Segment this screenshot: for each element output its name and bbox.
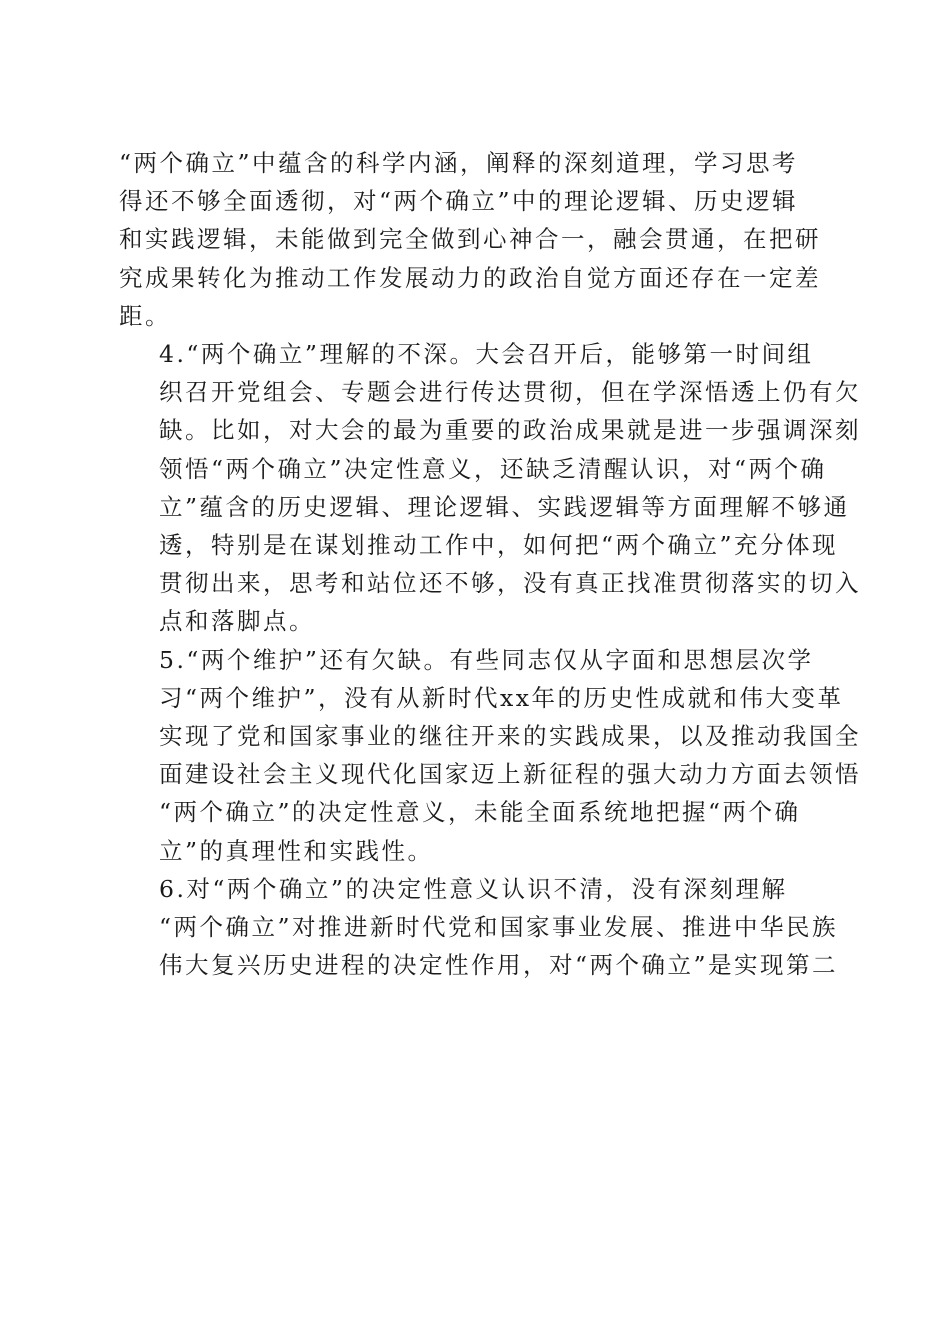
text-line: 立”的真理性和实践性。 bbox=[159, 836, 434, 865]
text-line: 织召开党组会、专题会进行传达贯彻，但在学深悟透上仍有欠 bbox=[159, 378, 861, 407]
document-body bbox=[119, 144, 861, 984]
paragraph-continuation bbox=[119, 144, 825, 335]
text-line: 6.对“两个确立”的决定性意义认识不清，没有深刻理解 bbox=[159, 874, 788, 903]
text-line: “两个确立”中蕴含的科学内涵，阐释的深刻道理，学习思考 bbox=[119, 149, 799, 177]
text-line: 5.“两个维护”还有欠缺。有些同志仅从字面和思想层次学 bbox=[159, 645, 814, 674]
text-line: 习“两个维护”，没有从新时代xx年的历史性成就和伟大变革 bbox=[159, 683, 844, 712]
text-line: 领悟“两个确立”决定性意义，还缺乏清醒认识，对“两个确 bbox=[159, 454, 827, 483]
text-line: “两个确立”的决定性意义，未能全面系统地把握“两个确 bbox=[159, 798, 801, 827]
text-line: 实现了党和国家事业的继往开来的实践成果，以及推动我国全 bbox=[159, 722, 861, 751]
paragraph-item-5 bbox=[119, 641, 861, 870]
paragraph-item-4 bbox=[119, 335, 861, 641]
text-line: 究成果转化为推动工作发展动力的政治自觉方面还存在一定差 bbox=[119, 263, 821, 292]
text-line: 得还不够全面透彻，对“两个确立”中的理论逻辑、历史逻辑 bbox=[119, 187, 799, 216]
text-line: “两个确立”对推进新时代党和国家事业发展、推进中华民族 bbox=[159, 913, 839, 942]
text-line: 贯彻出来，思考和站位还不够，没有真正找准贯彻落实的切入 bbox=[159, 569, 861, 598]
text-line: 立”蕴含的历史逻辑、理论逻辑、实践逻辑等方面理解不够通 bbox=[159, 492, 850, 521]
text-line: 缺。比如，对大会的最为重要的政治成果就是进一步强调深刻 bbox=[159, 416, 861, 445]
text-line: 点和落脚点。 bbox=[159, 607, 315, 636]
text-line: 伟大复兴历史进程的决定性作用，对“两个确立”是实现第二 bbox=[159, 951, 839, 980]
text-line: 面建设社会主义现代化国家迈上新征程的强大动力方面去领悟 bbox=[159, 760, 861, 789]
text-line: 和实践逻辑，未能做到完全做到心神合一，融会贯通，在把研 bbox=[119, 225, 821, 254]
text-line: 透，特别是在谋划推动工作中，如何把“两个确立”充分体现 bbox=[159, 531, 839, 560]
text-line: 4.“两个确立”理解的不深。大会召开后，能够第一时间组 bbox=[159, 340, 814, 369]
text-line: 距。 bbox=[119, 301, 171, 330]
paragraph-item-6 bbox=[119, 870, 839, 985]
